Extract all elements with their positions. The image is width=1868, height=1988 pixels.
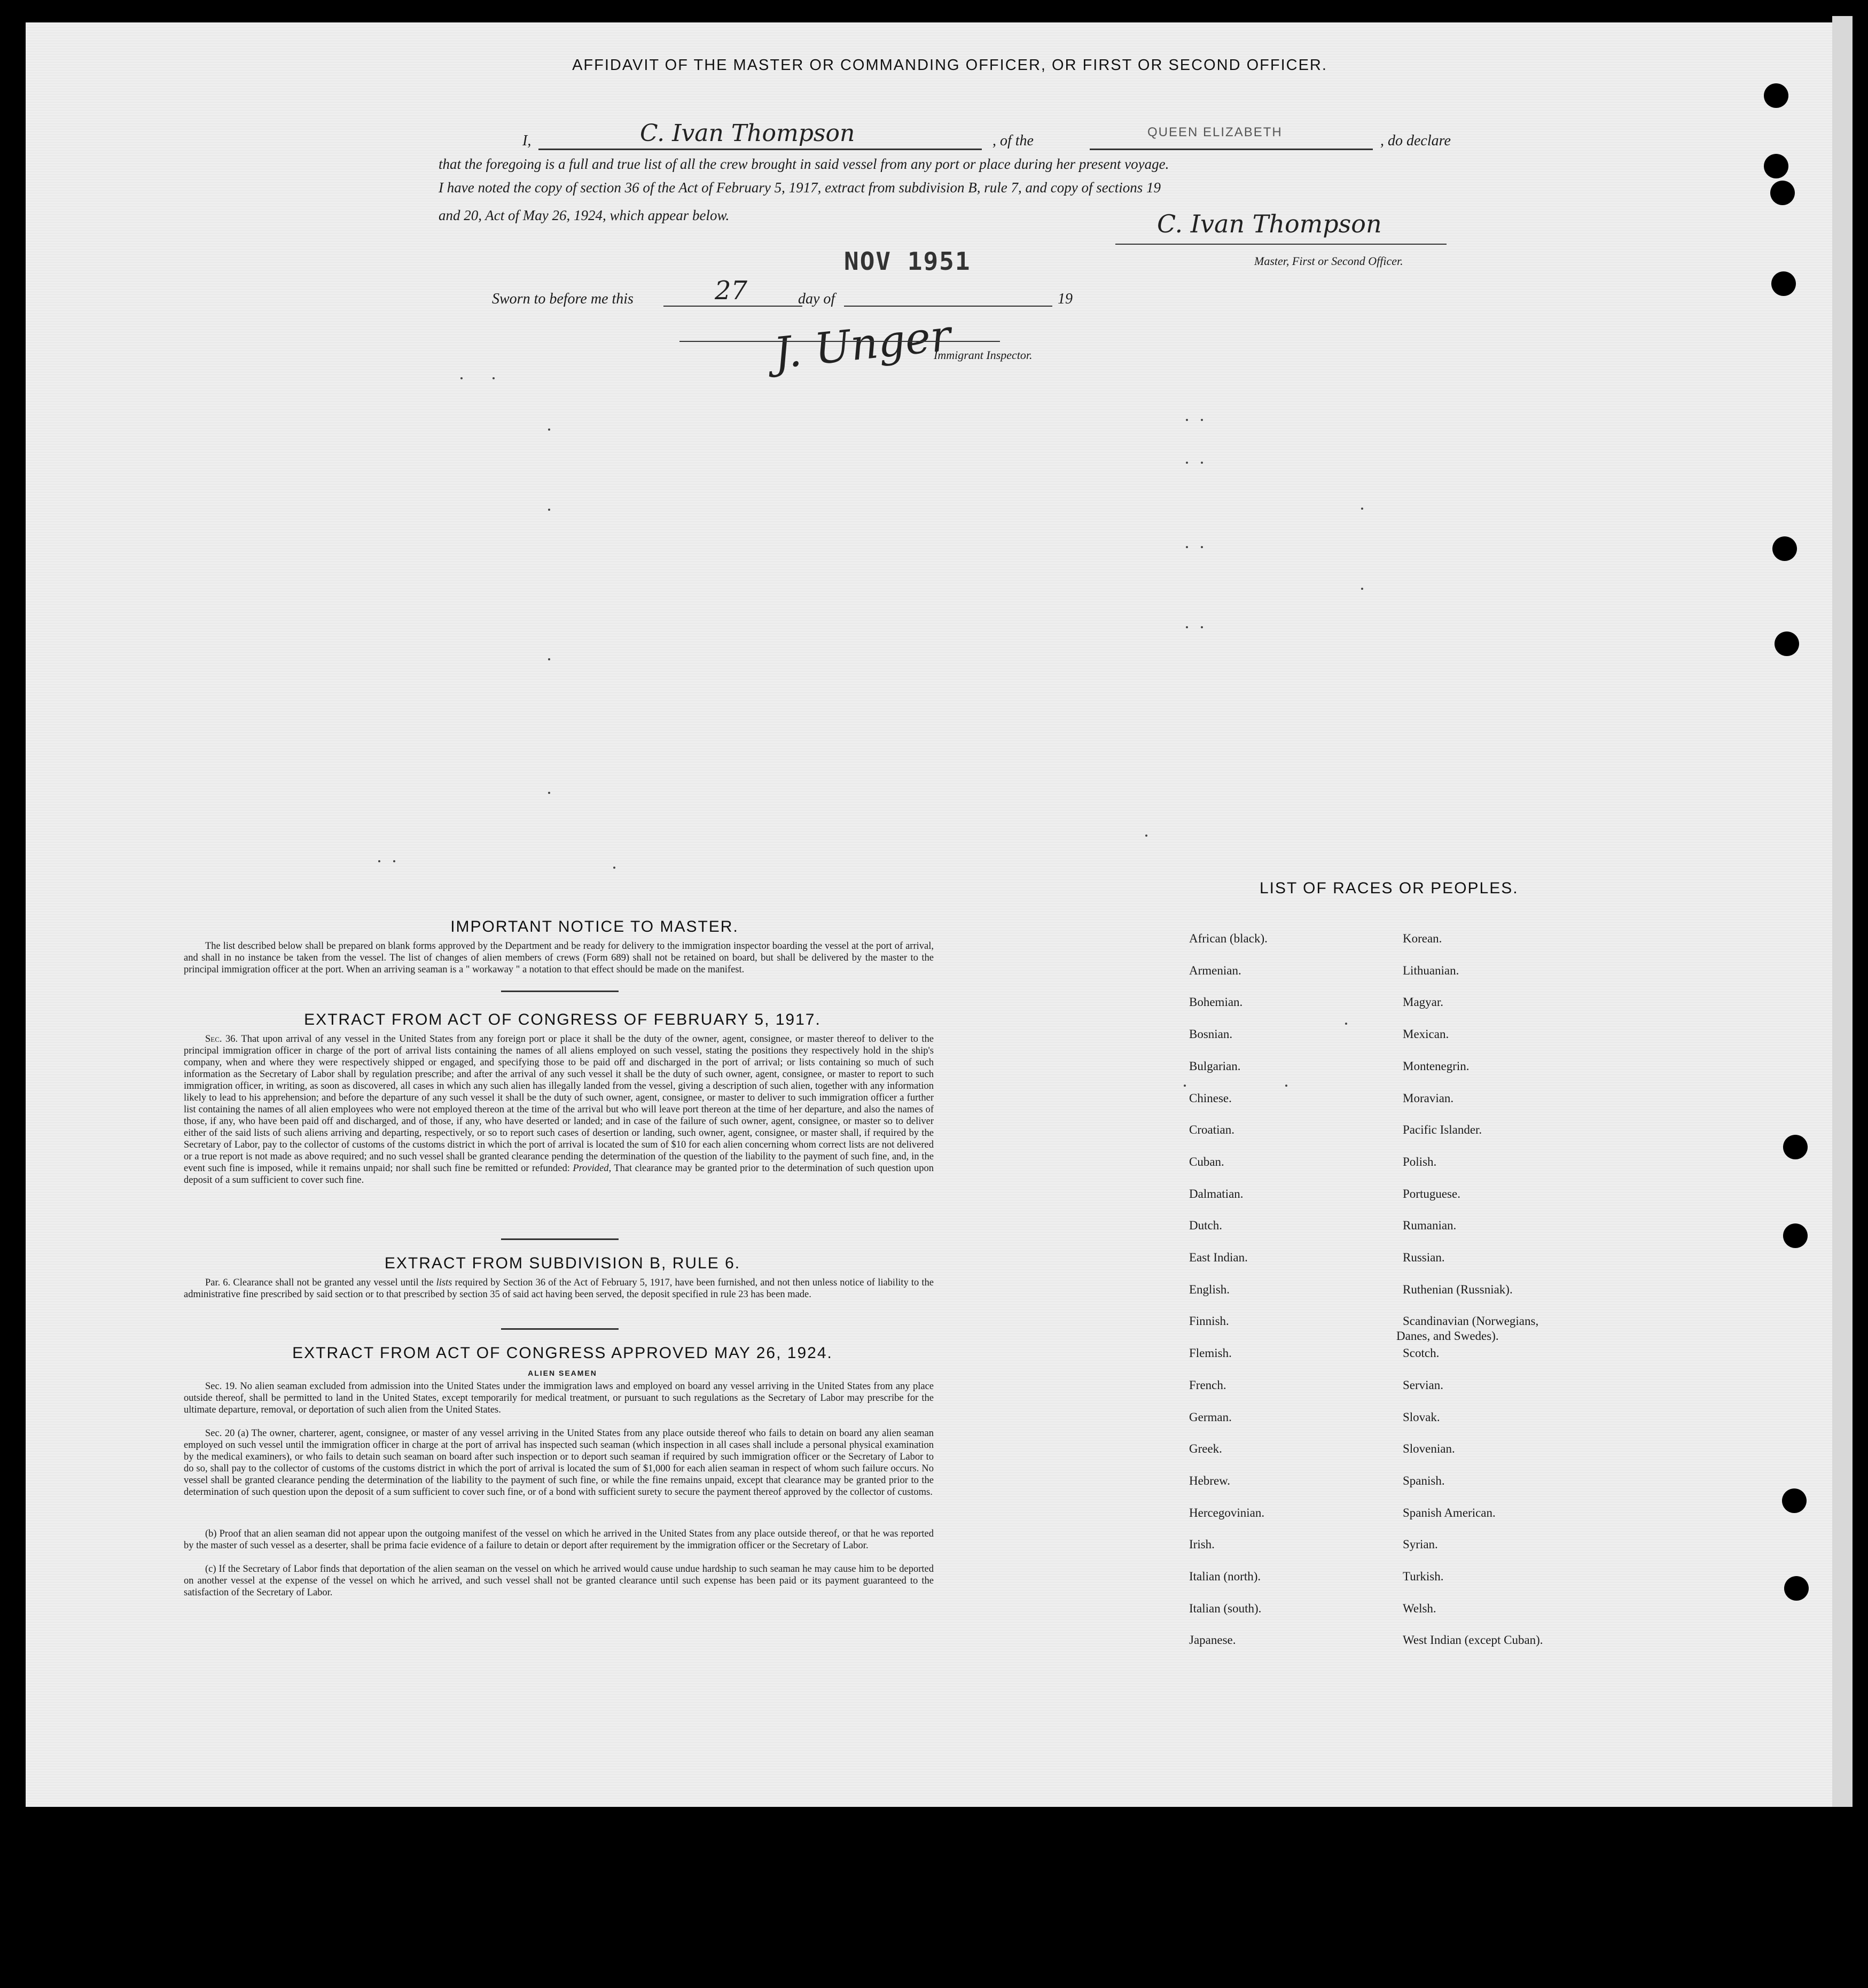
page-dot	[1361, 588, 1363, 590]
race-left-item: Chinese.	[1189, 1091, 1232, 1105]
race-scandinavian-continuation: Danes, and Swedes).	[1396, 1329, 1499, 1343]
race-right-item: Magyar.	[1403, 995, 1444, 1009]
race-left-item: Hercegovinian.	[1189, 1506, 1265, 1519]
race-right-item: Russian.	[1403, 1251, 1445, 1264]
extract-1924-sec20c: (c) If the Secretary of Labor finds that deportation of the alien seaman on the vessel on which he arrived would cause undue hardship to such seaman he may cause him to be deported on another vessel at the expense of the vessel on which he arrived, and such vessel shall not be granted clearance until such expense has been paid or its payment guaranteed to the satisfaction of the Secretary of Labor.	[184, 1564, 934, 1598]
race-left-item: Croatian.	[1189, 1123, 1234, 1137]
year-prefix: 19	[1058, 291, 1073, 307]
race-right-item: Spanish.	[1403, 1474, 1445, 1487]
divider-3	[501, 1328, 619, 1330]
race-right-item: Syrian.	[1403, 1538, 1438, 1552]
page-dot	[1184, 1085, 1186, 1087]
race-left-item: Greek.	[1189, 1442, 1222, 1456]
page-dot	[1285, 1085, 1287, 1087]
race-right-item: Lithuanian.	[1403, 963, 1459, 977]
affidavit-line-2: that the foregoing is a full and true list of all the crew brought in said vessel from any port or place during her present voyage.	[439, 156, 1169, 172]
race-right-item: Turkish.	[1403, 1570, 1444, 1583]
race-right-item: Slovenian.	[1403, 1442, 1455, 1456]
page-dot	[393, 860, 395, 862]
race-left-item: German.	[1189, 1410, 1232, 1424]
race-right-item: Moravian.	[1403, 1091, 1454, 1105]
race-left-item: Irish.	[1189, 1538, 1215, 1552]
punch-hole	[1782, 1488, 1807, 1513]
race-right-item: Ruthenian (Russniak).	[1403, 1282, 1513, 1296]
inspector-signature: J. Unger	[771, 310, 953, 379]
sworn-day-line	[663, 306, 802, 307]
page-dot	[548, 428, 550, 431]
punch-hole	[1783, 1135, 1808, 1159]
page-dot	[1201, 419, 1203, 421]
day-of-label: day of	[798, 291, 835, 307]
page-dot	[1201, 462, 1203, 464]
punch-hole	[1772, 536, 1797, 561]
page-dot	[548, 658, 550, 660]
master-caption: Master, First or Second Officer.	[1254, 254, 1403, 268]
affidavit-do-declare: , do declare	[1380, 132, 1451, 149]
race-left-item: African (black).	[1189, 932, 1268, 945]
notice-text: The list described below shall be prepared on blank forms approved by the Department and be ready for delivery to the immigration inspector boarding the vessel at the port of arrival, and shall in no instance be taken from the vessel. The list of changes of alien members of crews (Form 689) shall not be retained on board, but shall be delivered by the master to the principal immigration officer at the port. When an arriving seaman is a " workaway " a notation to that effect should be made on the manifest.	[184, 941, 934, 975]
sworn-day-handwritten: 27	[715, 276, 748, 306]
extract-rule6-par: Par. 6.	[205, 1277, 231, 1288]
page-dot	[1361, 508, 1363, 510]
race-right-item: Mexican.	[1403, 1027, 1449, 1041]
page-dot	[493, 377, 495, 379]
race-right-item: Slovak.	[1403, 1410, 1440, 1424]
affidavit-i-label: I,	[522, 132, 532, 149]
divider-1	[501, 991, 619, 992]
race-right-item: Servian.	[1403, 1378, 1444, 1392]
race-left-item: French.	[1189, 1378, 1226, 1392]
page-dot	[1186, 626, 1188, 628]
page-dot	[1145, 835, 1147, 837]
extract-rule6-lists: lists	[436, 1277, 452, 1288]
extract-1917-sec: Sec. 36.	[205, 1034, 238, 1044]
master-name-handwritten: C. Ivan Thompson	[640, 120, 855, 147]
page-dot	[1186, 419, 1188, 421]
race-left-item: Italian (south).	[1189, 1601, 1262, 1615]
extract-rule6-body-b: required by Section 36 of the Act of February 5, 1917, have been furnished, and not then unless notice of liability to the administrative fine prescribed by said section or to that prescribed by section 35 of said act having been served, the deposit specified in rule 23 has been made.	[184, 1277, 934, 1300]
race-right-item: Polish.	[1403, 1155, 1437, 1168]
race-right-item: Scandinavian (Norwegians,	[1403, 1314, 1539, 1328]
affidavit-line-3: I have noted the copy of section 36 of the Act of February 5, 1917, extract from subdivision B, rule 7, and copy of sections 19	[439, 180, 1161, 196]
extract-rule6-title: EXTRACT FROM SUBDIVISION B, RULE 6.	[384, 1254, 741, 1272]
race-left-item: Bohemian.	[1189, 995, 1243, 1009]
master-signature-line	[1115, 244, 1447, 245]
race-right-item: Scotch.	[1403, 1346, 1440, 1360]
page-dot	[613, 867, 615, 869]
race-left-item: Finnish.	[1189, 1314, 1229, 1328]
page-dot	[1345, 1023, 1347, 1025]
date-stamp: NOV 1951	[844, 247, 971, 276]
race-left-item: Dutch.	[1189, 1219, 1222, 1233]
extract-1924-sec20b: (b) Proof that an alien seaman did not appear upon the outgoing manifest of the vessel on which he arrived in the United States from any place outside thereof, or that he was reported by the master of such vessel as a deserter, shall be prima facie evidence of a failure to detain or deport after requirement by the immigration officer or the Secretary of Labor.	[184, 1529, 934, 1551]
race-right-item: West Indian (except Cuban).	[1403, 1633, 1543, 1647]
race-left-item: Flemish.	[1189, 1346, 1232, 1360]
extract-1917-tail: That clearance may be granted prior to the determination of such question upon deposit of a sum sufficient to cover such fine.	[184, 1163, 934, 1186]
extract-1924-title: EXTRACT FROM ACT OF CONGRESS APPROVED MAY 26, 1924.	[292, 1344, 833, 1362]
page-dot	[1186, 546, 1188, 548]
race-left-item: Japanese.	[1189, 1633, 1236, 1647]
extract-1924-sec20a: Sec. 20 (a) The owner, charterer, agent, consignee, or master of any vessel arriving in the United States from any place outside thereof who fails to detain on board any alien seaman employed on such vessel until the immigration officer in charge at the port of arrival has inspected such seaman (which inspection in all cases shall include a personal physical examination by the medical examiners), or who fails to detain such seaman on board after such inspection or to deport such seaman if required by such immigration officer or the Secretary of Labor to do so, shall pay to the collector of customs of the customs district in which the port of arrival is located the sum of $1,000 for each alien seaman in respect of whom such failure occurs. No vessel shall be granted clearance pending the determination of the liability to the payment of such fine, or while the fine remains unpaid, except that clearance may be granted prior to the determination of such question upon the deposit of a sum sufficient to cover such fine, or of a bond with sufficient surety to secure the payment thereof approved by the collector of customs.	[184, 1428, 934, 1498]
extract-1917-body: That upon arrival of any vessel in the United States from any foreign port or place it shall be the duty of the owner, agent, consignee, or master thereof to deliver to the principal immigration officer in charge of the port of arrival lists containing the names of all aliens employed on such vessel, stating the positions they respectively hold in the ship's company, when and where they were respectively shipped or engaged, and specifying those to be paid off and discharged in the port of arrival; or lists containing so much of such information as the Secretary of Labor shall by regulation prescribe; and after the arrival of any such vessel it shall be the duty of such owner, agent, consignee, or master to report to such immigration officer, in writing, as soon as discovered, all cases in which any such alien has illegally landed from the vessel, giving a description of such alien, together with any information likely to lead to his apprehension; and before the departure of any such vessel it shall be the duty of such owner, agent, consignee, or master to deliver to such immigration officer a further list containing the names of all alien employees who were not employed thereon at the time of the arrival but who will leave port thereon at the time of her departure, and also the names of those, if any, who have been paid off and discharged, and of those, if any, who have deserted or landed; and in case of the failure of such owner, agent, consignee, or master so to deliver either of the said lists of such aliens arriving and departing, respectively, or so to report such cases of desertion or landing, such owner, agent, consignee, or master shall, if required by the Secretary of Labor, pay to the collector of customs of the customs district in which the port of arrival is located the sum of $10 for each alien concerning whom correct lists are not delivered or a true report is not made as above required; and no such vessel shall be granted clearance pending the determination of the question of the liability to the payment of such fine, and, in the event such fine is imposed, while it remains unpaid; nor shall such fine be remitted or refunded:	[184, 1034, 934, 1174]
race-left-item: Cuban.	[1189, 1155, 1224, 1168]
punch-hole	[1770, 181, 1795, 205]
races-title: LIST OF RACES OR PEOPLES.	[1260, 879, 1519, 897]
affidavit-of-the: , of the	[992, 132, 1034, 149]
vessel-name-line	[1090, 149, 1373, 150]
extract-1917-provided: Provided,	[573, 1163, 612, 1174]
race-left-item: Bulgarian.	[1189, 1059, 1241, 1073]
affidavit-line-4: and 20, Act of May 26, 1924, which appear below.	[439, 207, 730, 223]
page-dot	[1201, 626, 1203, 628]
master-name-line	[538, 149, 982, 150]
vessel-name-stamp: QUEEN ELIZABETH	[1147, 125, 1283, 139]
extract-1924-subtitle: ALIEN SEAMEN	[528, 1369, 597, 1377]
page-dot	[378, 860, 380, 862]
race-left-item: English.	[1189, 1282, 1230, 1296]
extract-1917-title: EXTRACT FROM ACT OF CONGRESS OF FEBRUARY 5, 1917.	[304, 1011, 821, 1028]
month-line	[844, 306, 1052, 307]
page-dot	[548, 792, 550, 794]
inspector-signature-line	[679, 341, 1000, 342]
page-dot	[460, 377, 463, 379]
punch-hole	[1783, 1223, 1808, 1248]
race-left-item: Dalmatian.	[1189, 1187, 1244, 1200]
race-right-item: Spanish American.	[1403, 1506, 1496, 1519]
extract-1917-text	[184, 1033, 934, 1186]
punch-hole	[1764, 154, 1788, 178]
page-edge-strip	[1832, 16, 1853, 1807]
race-left-item: Italian (north).	[1189, 1570, 1261, 1583]
race-left-item: Hebrew.	[1189, 1474, 1231, 1487]
extract-rule6-body-a: Clearance shall not be granted any vessel until the	[233, 1277, 434, 1288]
race-right-item: Pacific Islander.	[1403, 1123, 1482, 1137]
race-right-item: Welsh.	[1403, 1601, 1436, 1615]
punch-hole	[1764, 83, 1788, 108]
extract-1924-sec19: Sec. 19. No alien seaman excluded from admission into the United States under the immigration laws and employed on board any vessel arriving in the United States from any place outside thereof, shall be permitted to land in the United States, except temporarily for medical treatment, or pursuant to such regulations as the Secretary of Labor may prescribe for the ultimate departure, removal, or deportation of such alien from the United States.	[184, 1381, 934, 1415]
page-dot	[1186, 462, 1188, 464]
race-right-item: Korean.	[1403, 932, 1442, 945]
race-left-item: Bosnian.	[1189, 1027, 1233, 1041]
punch-hole	[1771, 271, 1796, 296]
race-right-item: Rumanian.	[1403, 1219, 1457, 1233]
page-dot	[548, 509, 550, 511]
race-right-item: Portuguese.	[1403, 1187, 1460, 1200]
extract-rule6-text	[184, 1277, 934, 1300]
divider-2	[501, 1238, 619, 1240]
punch-hole	[1784, 1576, 1809, 1601]
inspector-caption: Immigrant Inspector.	[934, 348, 1033, 362]
notice-title: IMPORTANT NOTICE TO MASTER.	[450, 918, 739, 935]
affidavit-title: AFFIDAVIT OF THE MASTER OR COMMANDING OFFICER, OR FIRST OR SECOND OFFICER.	[572, 57, 1327, 74]
race-right-item: Montenegrin.	[1403, 1059, 1470, 1073]
page-dot	[1201, 546, 1203, 548]
punch-hole	[1775, 632, 1799, 656]
crew-manifest-page	[26, 22, 1832, 1807]
race-left-item: Armenian.	[1189, 963, 1241, 977]
race-left-item: East Indian.	[1189, 1251, 1248, 1264]
sworn-text: Sworn to before me this	[492, 291, 634, 307]
master-signature: C. Ivan Thompson	[1157, 209, 1382, 238]
